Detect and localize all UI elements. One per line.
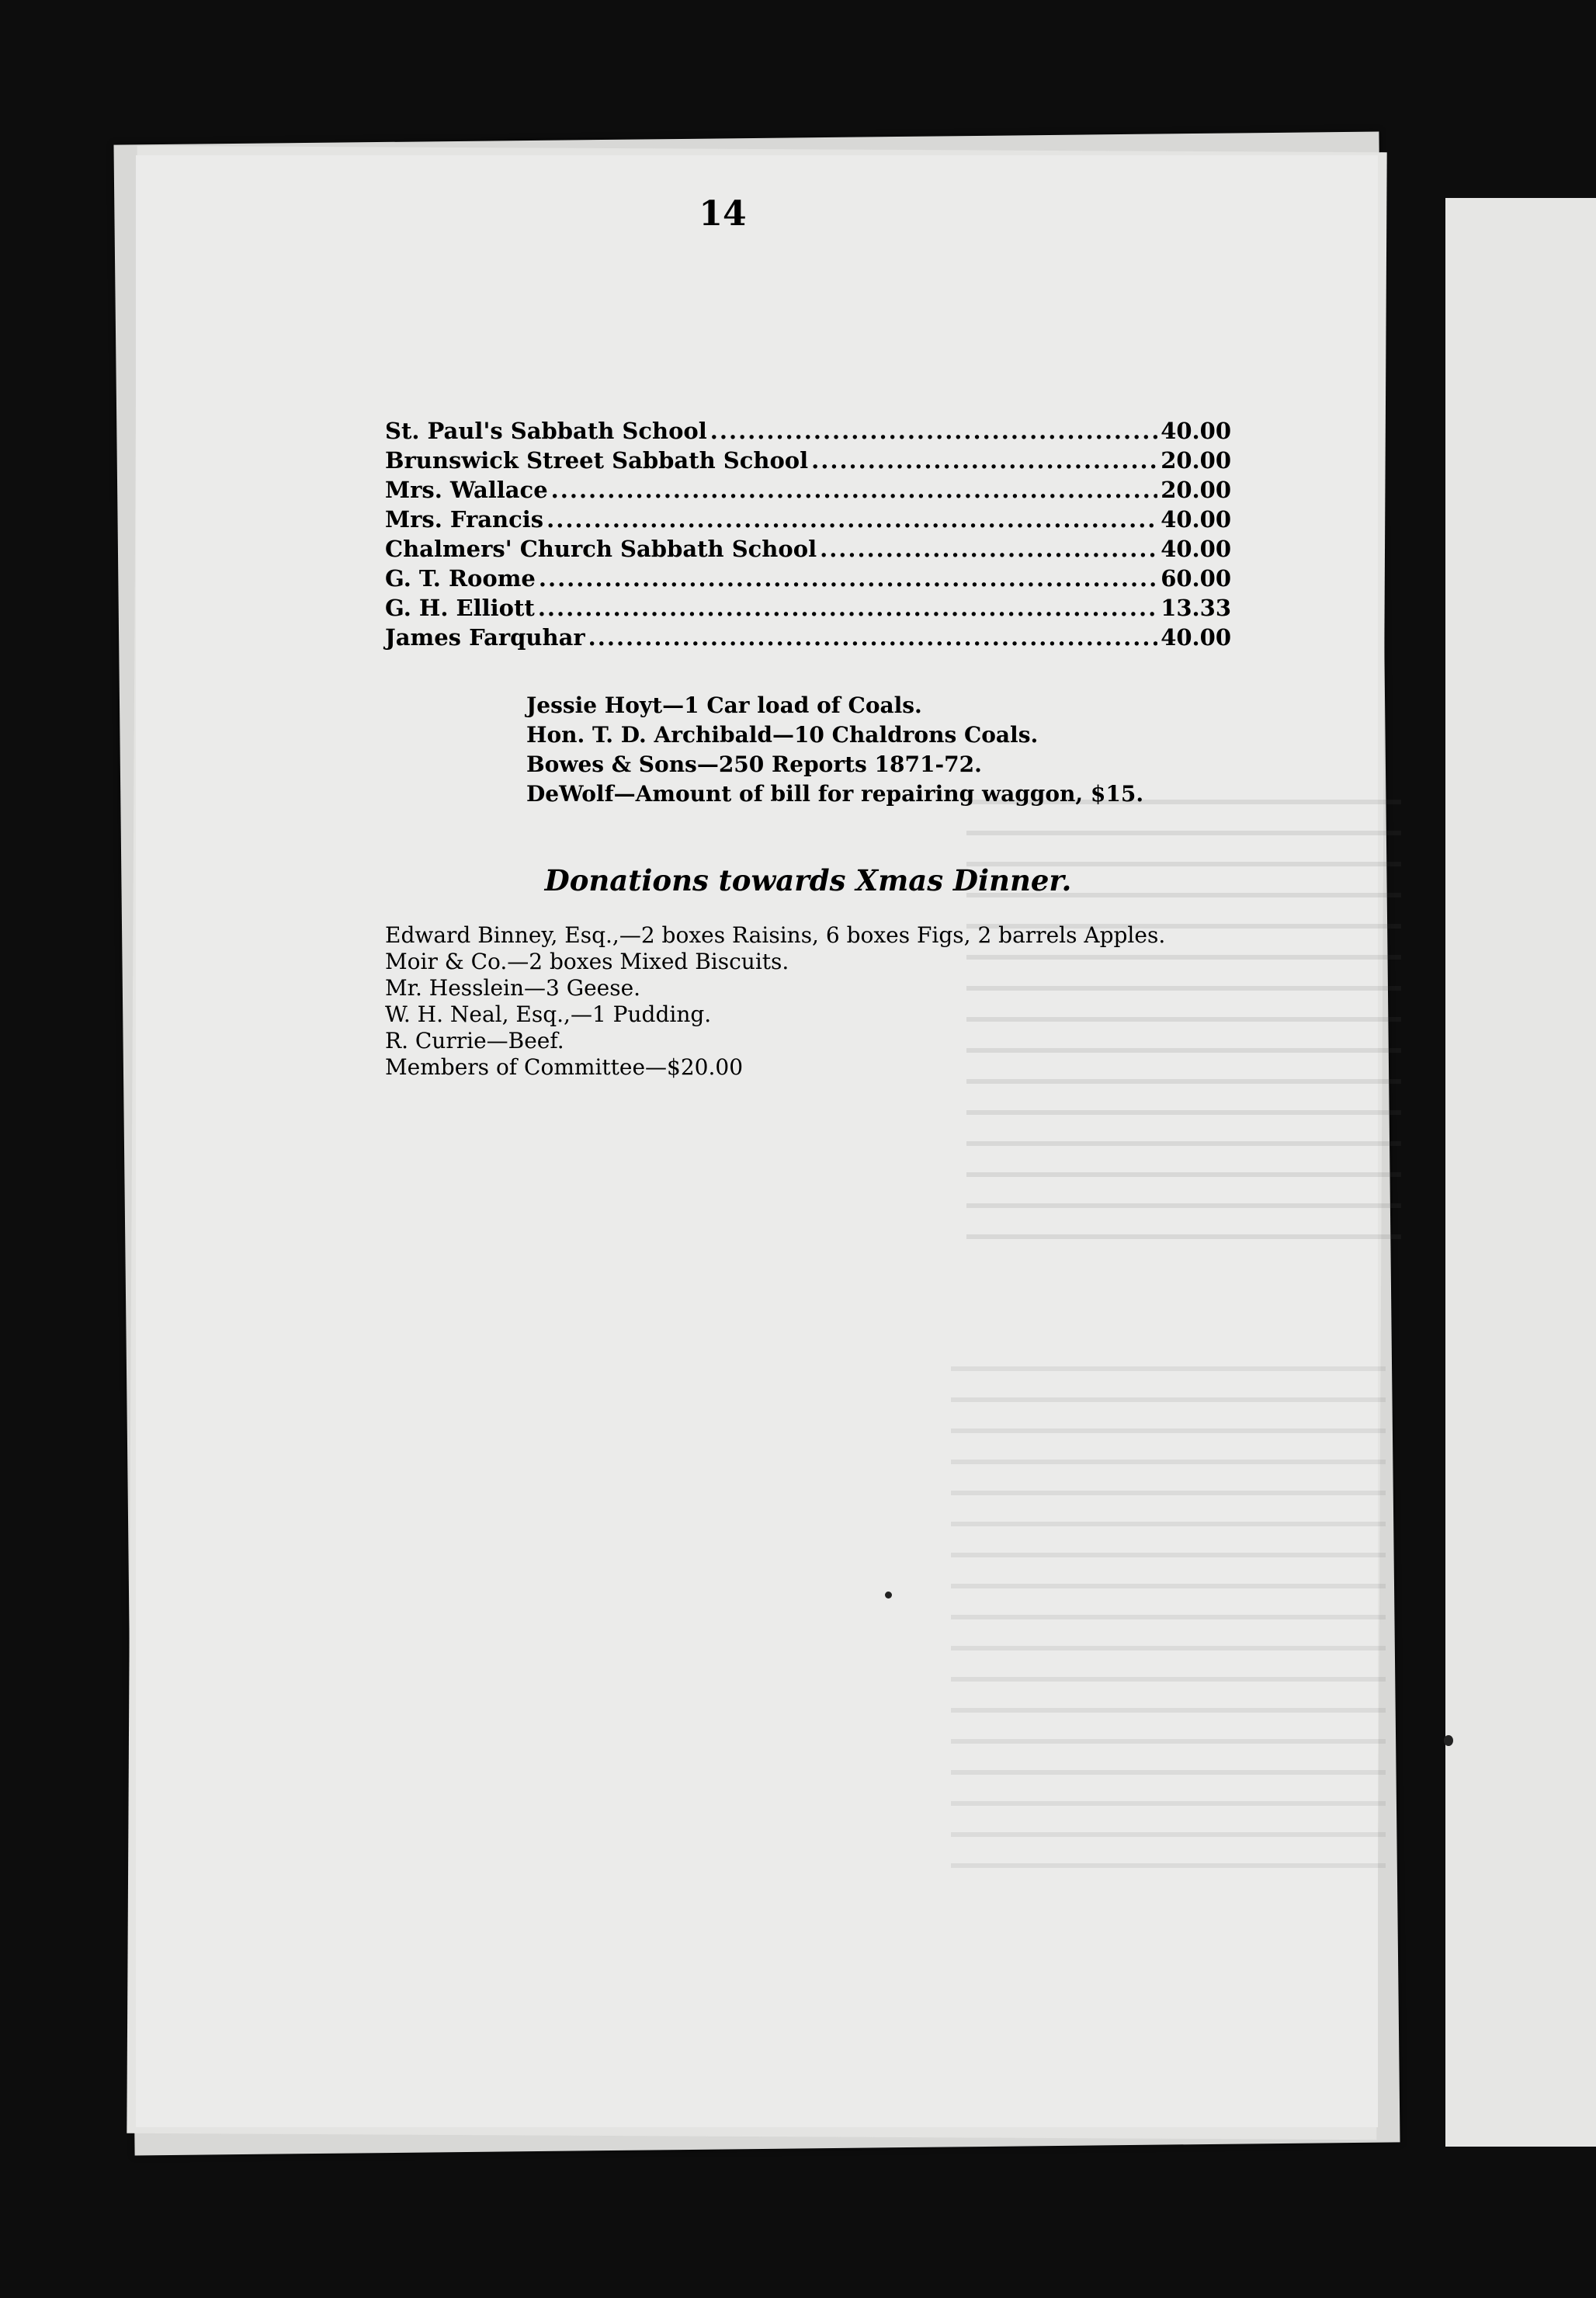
donation-amount: 40.00 <box>1161 506 1231 533</box>
list-item: W. H. Neal, Esq.,—1 Pudding. <box>385 1001 712 1027</box>
section-heading: Donations towards Xmas Dinner. <box>544 863 1072 897</box>
donor-name: G. T. Roome <box>385 565 536 592</box>
list-item: Mr. Hesslein—3 Geese. <box>385 975 641 1001</box>
dot-leader <box>551 477 1158 503</box>
donor-name: Chalmers' Church Sabbath School <box>385 536 817 562</box>
list-item: Hon. T. D. Archibald—10 Chaldrons Coals. <box>526 722 1039 748</box>
dot-leader <box>546 506 1157 533</box>
dot-leader <box>588 624 1158 651</box>
list-item <box>385 565 1231 595</box>
list-item: DeWolf—Amount of bill for repairing waggon, $15. <box>526 781 1144 807</box>
list-item <box>385 506 1231 536</box>
list-item: Edward Binney, Esq.,—2 boxes Raisins, 6 boxes Figs, 2 barrels Apples. <box>385 922 1166 948</box>
list-item <box>385 536 1231 565</box>
donor-name: Brunswick Street Sabbath School <box>385 447 809 474</box>
list-item <box>385 447 1231 477</box>
list-item: Jessie Hoyt—1 Car load of Coals. <box>526 693 922 718</box>
gifts-in-kind-list <box>526 691 1225 809</box>
adjacent-page-edge <box>1445 198 1596 2147</box>
list-item: Moir & Co.—2 boxes Mixed Biscuits. <box>385 949 789 974</box>
donation-amount: 13.33 <box>1161 595 1231 621</box>
donor-name: Mrs. Wallace <box>385 477 548 503</box>
list-item <box>385 477 1231 506</box>
donor-name: G. H. Elliott <box>385 595 535 621</box>
list-item: Bowes & Sons—250 Reports 1871-72. <box>526 752 982 777</box>
donor-name: St. Paul's Sabbath School <box>385 418 707 444</box>
contribution-list <box>385 418 1231 654</box>
donation-amount: 40.00 <box>1161 536 1231 562</box>
dot-leader <box>539 565 1157 592</box>
donation-amount: 40.00 <box>1161 418 1231 444</box>
list-item: Members of Committee—$20.00 <box>385 1054 744 1080</box>
list-item <box>385 595 1231 624</box>
xmas-donation-list <box>385 922 1247 1081</box>
donor-name: Mrs. Francis <box>385 506 544 533</box>
donor-name: James Farquhar <box>385 624 585 651</box>
ink-speck <box>885 1592 892 1599</box>
dot-leader <box>538 595 1157 621</box>
list-item <box>385 418 1231 447</box>
donation-amount: 40.00 <box>1161 624 1231 651</box>
dot-leader <box>811 447 1157 474</box>
donation-amount: 20.00 <box>1161 477 1231 503</box>
list-item: R. Currie—Beef. <box>385 1028 564 1054</box>
list-item <box>385 624 1231 654</box>
bleed-through-text-lower <box>951 1366 1386 1972</box>
dot-leader <box>710 418 1157 444</box>
dot-leader <box>820 536 1157 562</box>
ink-speck <box>1444 1735 1453 1746</box>
donation-amount: 20.00 <box>1161 447 1231 474</box>
page-number: 14 <box>699 194 747 234</box>
donation-amount: 60.00 <box>1161 565 1231 592</box>
